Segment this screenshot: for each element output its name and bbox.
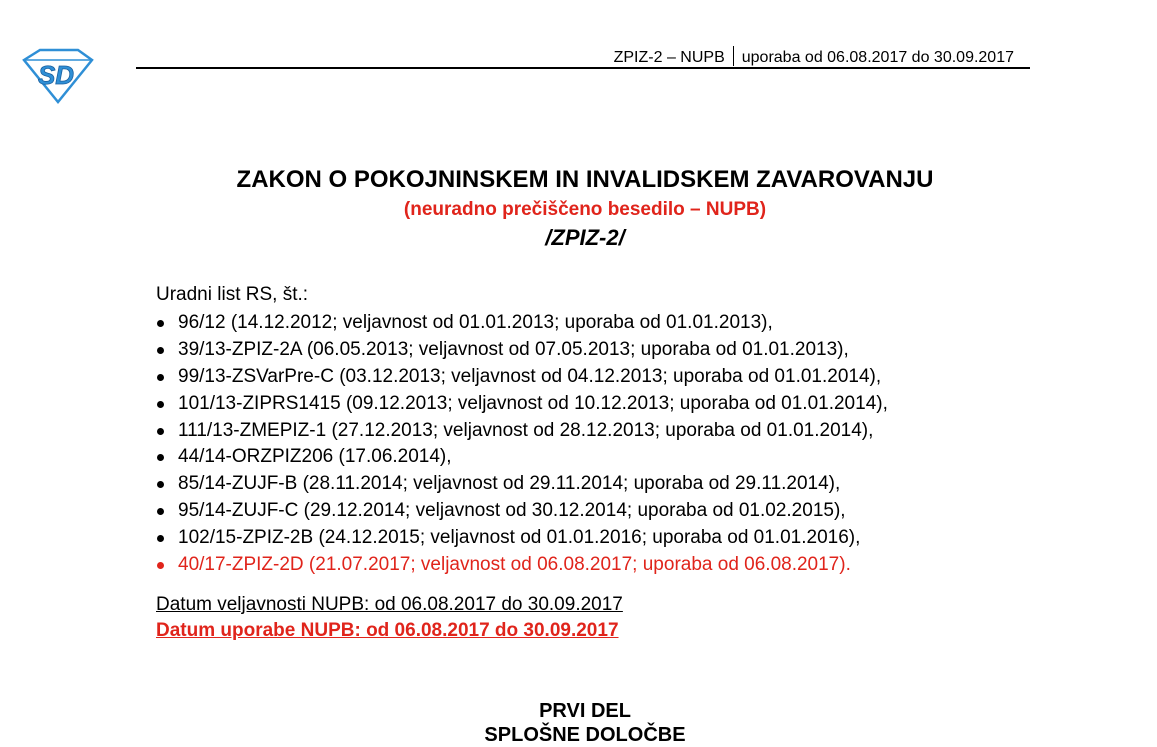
- bullet-icon: [157, 454, 164, 461]
- bullet-icon: [157, 320, 164, 327]
- amendment-text: 85/14-ZUJF-B (28.11.2014; veljavnost od 29.11.2014; uporaba od 29.11.2014),: [178, 473, 841, 495]
- amendment-text: 39/13-ZPIZ-2A (06.05.2013; veljavnost od 07.05.2013; uporaba od 01.01.2013),: [178, 338, 849, 360]
- bullet-icon: [157, 481, 164, 488]
- document-abbreviation: /ZPIZ-2/: [545, 225, 625, 250]
- amendment-item: [156, 471, 888, 498]
- amendment-text: 95/14-ZUJF-C (29.12.2014; veljavnost od 30.12.2014; uporaba od 01.02.2015),: [178, 500, 846, 522]
- bullet-icon: [157, 428, 164, 435]
- amendment-text: 44/14-ORZPIZ206 (17.06.2014),: [178, 446, 452, 468]
- amendment-item: [156, 310, 888, 337]
- amendment-item: [156, 391, 888, 418]
- bullet-icon: [157, 508, 164, 515]
- gazette-label: Uradni list RS, št.:: [156, 284, 309, 305]
- bullet-icon: [157, 347, 164, 354]
- header-text: [614, 46, 1014, 67]
- part-title: PRVI DEL: [539, 700, 631, 722]
- validity-date: Datum veljavnosti NUPB: od 06.08.2017 do 30.09.2017: [156, 594, 623, 615]
- logo: [20, 46, 96, 104]
- amendment-item: [156, 337, 888, 364]
- header-separator: [733, 46, 734, 66]
- running-header: [136, 41, 1030, 69]
- document-title: ZAKON O POKOJNINSKEM IN INVALIDSKEM ZAVAROVANJU: [236, 166, 934, 193]
- amendment-text: 96/12 (14.12.2012; veljavnost od 01.01.2013; uporaba od 01.01.2013),: [178, 312, 773, 333]
- shield-logo-icon: [20, 46, 96, 104]
- bullet-icon: [157, 374, 164, 381]
- amendment-item: [156, 418, 888, 445]
- amendment-text: 99/13-ZSVarPre-C (03.12.2013; veljavnost od 04.12.2013; uporaba od 01.01.2014),: [178, 365, 882, 387]
- amendment-item: [156, 498, 888, 525]
- amendment-item-latest: [156, 552, 888, 579]
- amendment-item: [156, 444, 888, 471]
- part-subtitle: SPLOŠNE DOLOČBE: [484, 724, 686, 746]
- logo-text: SD: [37, 60, 75, 90]
- bullet-icon: [157, 535, 164, 542]
- amendment-text: 102/15-ZPIZ-2B (24.12.2015; veljavnost od 01.01.2016; uporaba od 01.01.2016),: [178, 527, 861, 549]
- document-subtitle: (neuradno prečiščeno besedilo – NUPB): [403, 199, 767, 220]
- bullet-icon: [157, 401, 164, 408]
- bullet-icon: [157, 562, 164, 569]
- amendment-text: 111/13-ZMEPIZ-1 (27.12.2013; veljavnost od 28.12.2013; uporaba od 01.01.2014),: [178, 419, 874, 441]
- amendment-text: 101/13-ZIPRS1415 (09.12.2013; veljavnost od 10.12.2013; uporaba od 01.01.2014),: [178, 392, 888, 414]
- header-law-code: ZPIZ-2 – NUPB: [613, 49, 725, 66]
- amendment-list: [156, 310, 888, 579]
- header-usage-period: uporaba od 06.08.2017 do 30.09.2017: [741, 49, 1014, 66]
- amendment-text: 40/17-ZPIZ-2D (21.07.2017; veljavnost od 06.08.2017; uporaba od 06.08.2017).: [178, 554, 851, 576]
- usage-date: Datum uporabe NUPB: od 06.08.2017 do 30.09.2017: [156, 620, 619, 641]
- amendment-item: [156, 364, 888, 391]
- amendment-item: [156, 525, 888, 552]
